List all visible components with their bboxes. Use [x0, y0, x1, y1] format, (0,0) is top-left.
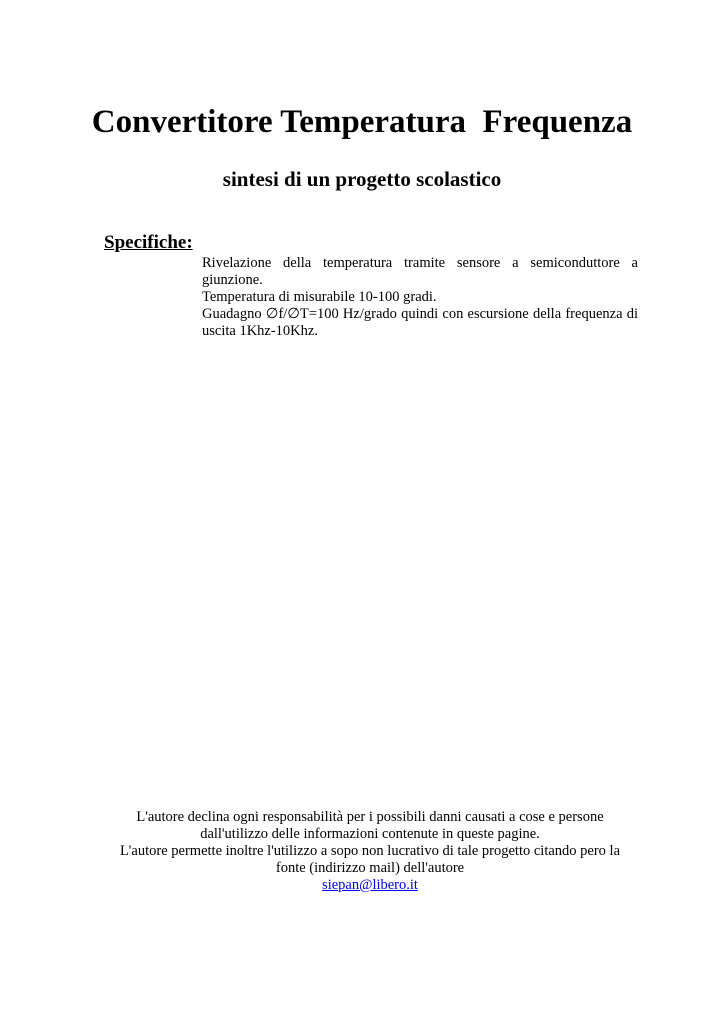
- disclaimer-line: fonte (indirizzo mail) dell'autore: [275, 860, 465, 876]
- spec-item-sensor: Rivelazione della temperatura tramite sensore a semiconduttore a giunzione.: [202, 255, 638, 288]
- specifiche-list: [202, 255, 638, 340]
- spec-item-gain: Guadagno ∅f/∅T=100 Hz/grado quindi con escursione della frequenza di uscita 1Khz-10Khz.: [202, 306, 638, 339]
- disclaimer-line: L'autore declina ogni responsabilità per i possibili danni causati a cose e persone: [136, 809, 604, 825]
- author-email-link[interactable]: siepan@libero.it: [322, 877, 418, 893]
- spec-item-range: Temperatura di misurabile 10-100 gradi.: [202, 289, 437, 305]
- document-title: Convertitore Temperatura Frequenza: [91, 104, 633, 140]
- disclaimer-footer: [0, 809, 724, 894]
- document-subtitle: sintesi di un progetto scolastico: [222, 167, 502, 191]
- specifiche-heading: Specifiche:: [104, 232, 193, 253]
- disclaimer-line: L'autore permette inoltre l'utilizzo a sopo non lucrativo di tale progetto citando pero la: [119, 843, 621, 859]
- disclaimer-line: dall'utilizzo delle informazioni contenute in queste pagine.: [200, 826, 540, 842]
- email-line: [0, 877, 724, 894]
